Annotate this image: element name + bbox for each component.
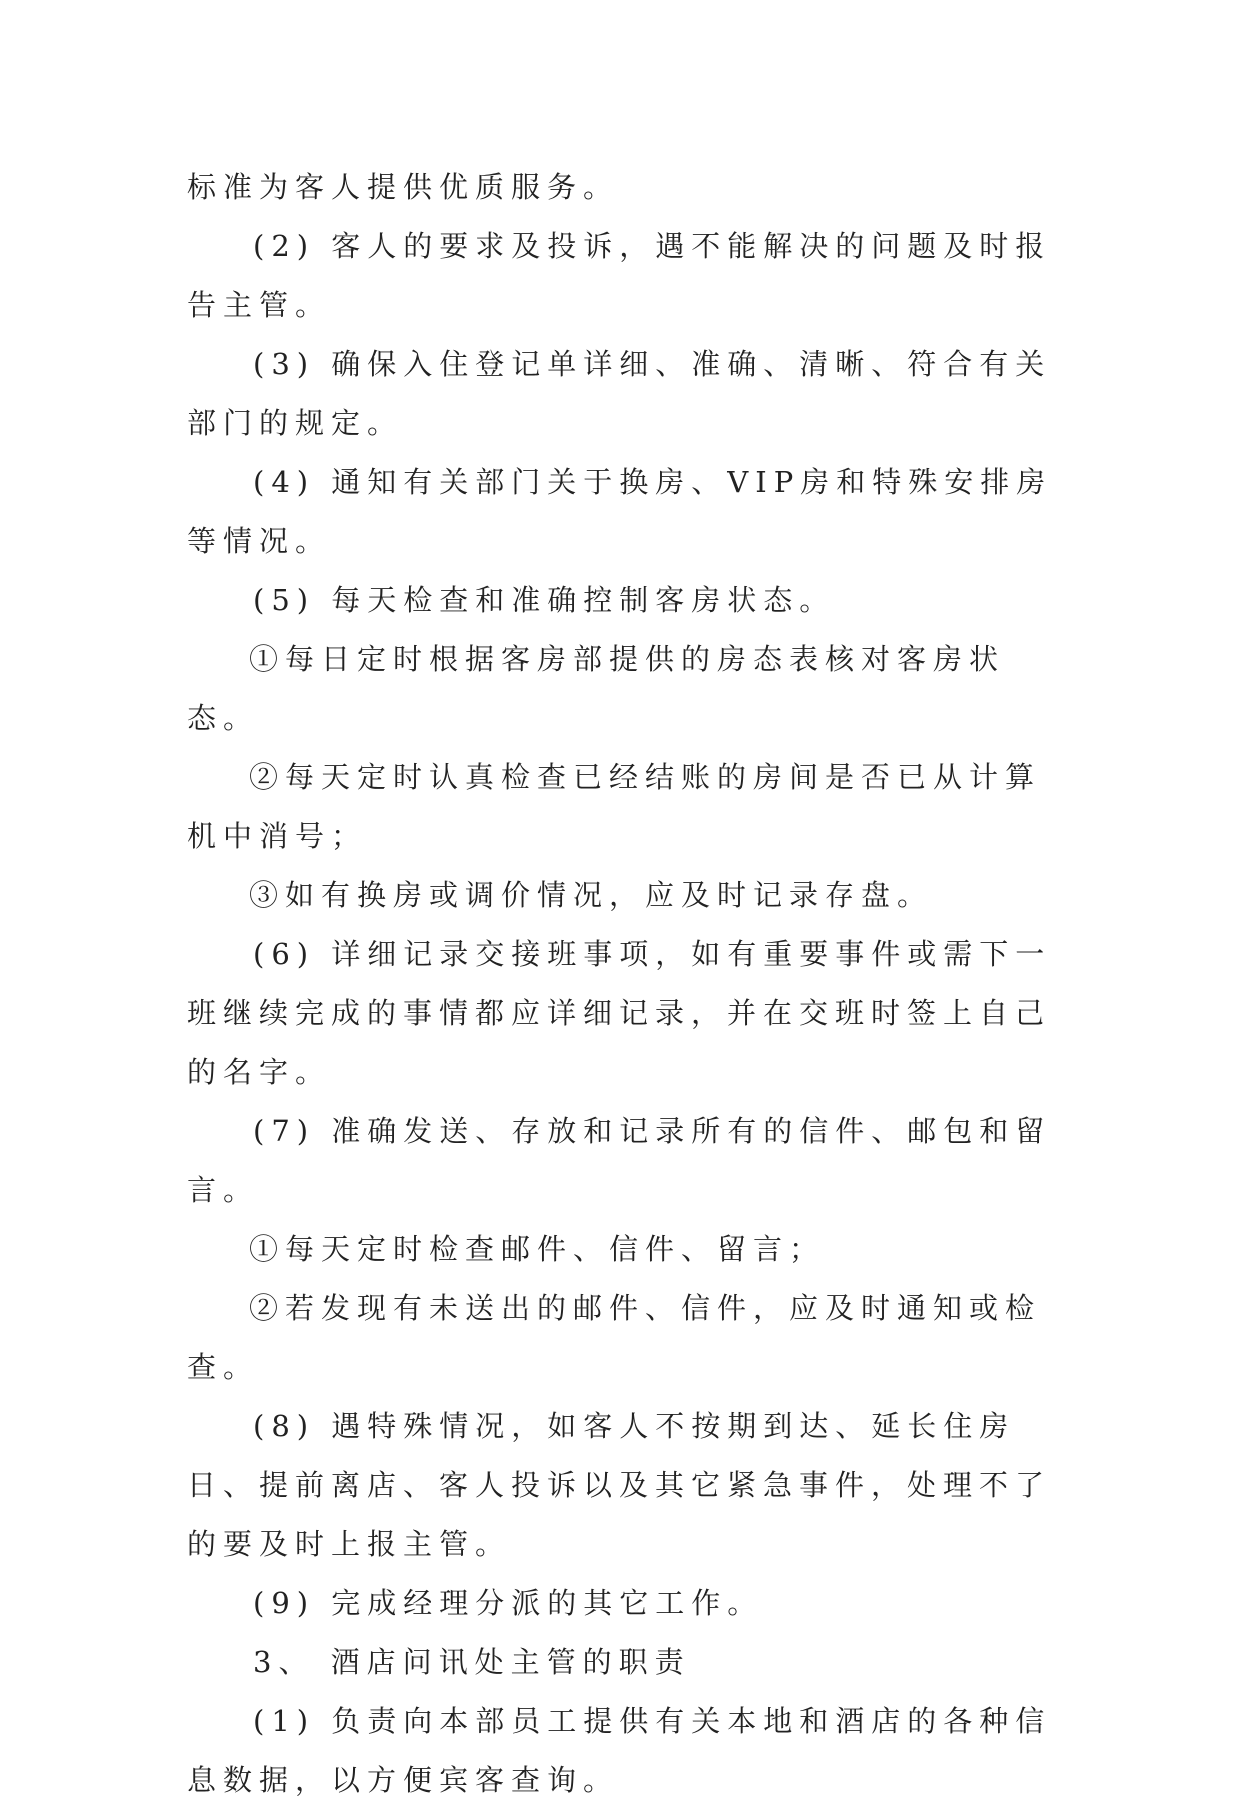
sub-item-5-1: ①每日定时根据客房部提供的房态表核对客房状态。 [187,642,1006,735]
paragraph: 标准为客人提供优质服务。 [187,170,620,204]
paragraph-item-9: (9) 完成经理分派的其它工作。 [253,1586,764,1620]
paragraph-item-7: (7) 准确发送、存放和记录所有的信件、邮包和留言。 [187,1114,1052,1207]
section-heading-3: 3、 酒店问讯处主管的职责 [253,1645,691,1679]
paragraph-item-4: (4) 通知有关部门关于换房、VIP房和特殊安排房等情况。 [187,465,1053,558]
sub-item-7-2: ②若发现有未送出的邮件、信件，应及时通知或检查。 [187,1291,1042,1384]
sub-item-5-2: ②每天定时认真检查已经结账的房间是否已从计算机中消号； [187,760,1042,853]
paragraph-item-8: (8) 遇特殊情况，如客人不按期到达、延长住房日、提前离店、客人投诉以及其它紧急事件，处理不了的要及时上报主管。 [187,1409,1052,1561]
paragraph-item-6: (6) 详细记录交接班事项，如有重要事件或需下一班继续完成的事情都应详细记录，并在交班时签上自己的名字。 [187,937,1052,1089]
sub-item-5-3: ③如有换房或调价情况，应及时记录存盘。 [249,878,934,912]
sub-item-7-1: ①每天定时检查邮件、信件、留言； [249,1232,826,1266]
paragraph-item-5: (5) 每天检查和准确控制客房状态。 [253,583,836,617]
document-body [187,158,1067,1810]
paragraph-item-1: (1) 负责向本部员工提供有关本地和酒店的各种信息数据，以方便宾客查询。 [187,1704,1052,1797]
paragraph-item-2: (2) 客人的要求及投诉，遇不能解决的问题及时报告主管。 [187,229,1052,322]
paragraph-item-3: (3) 确保入住登记单详细、准确、清晰、符合有关部门的规定。 [187,347,1052,440]
